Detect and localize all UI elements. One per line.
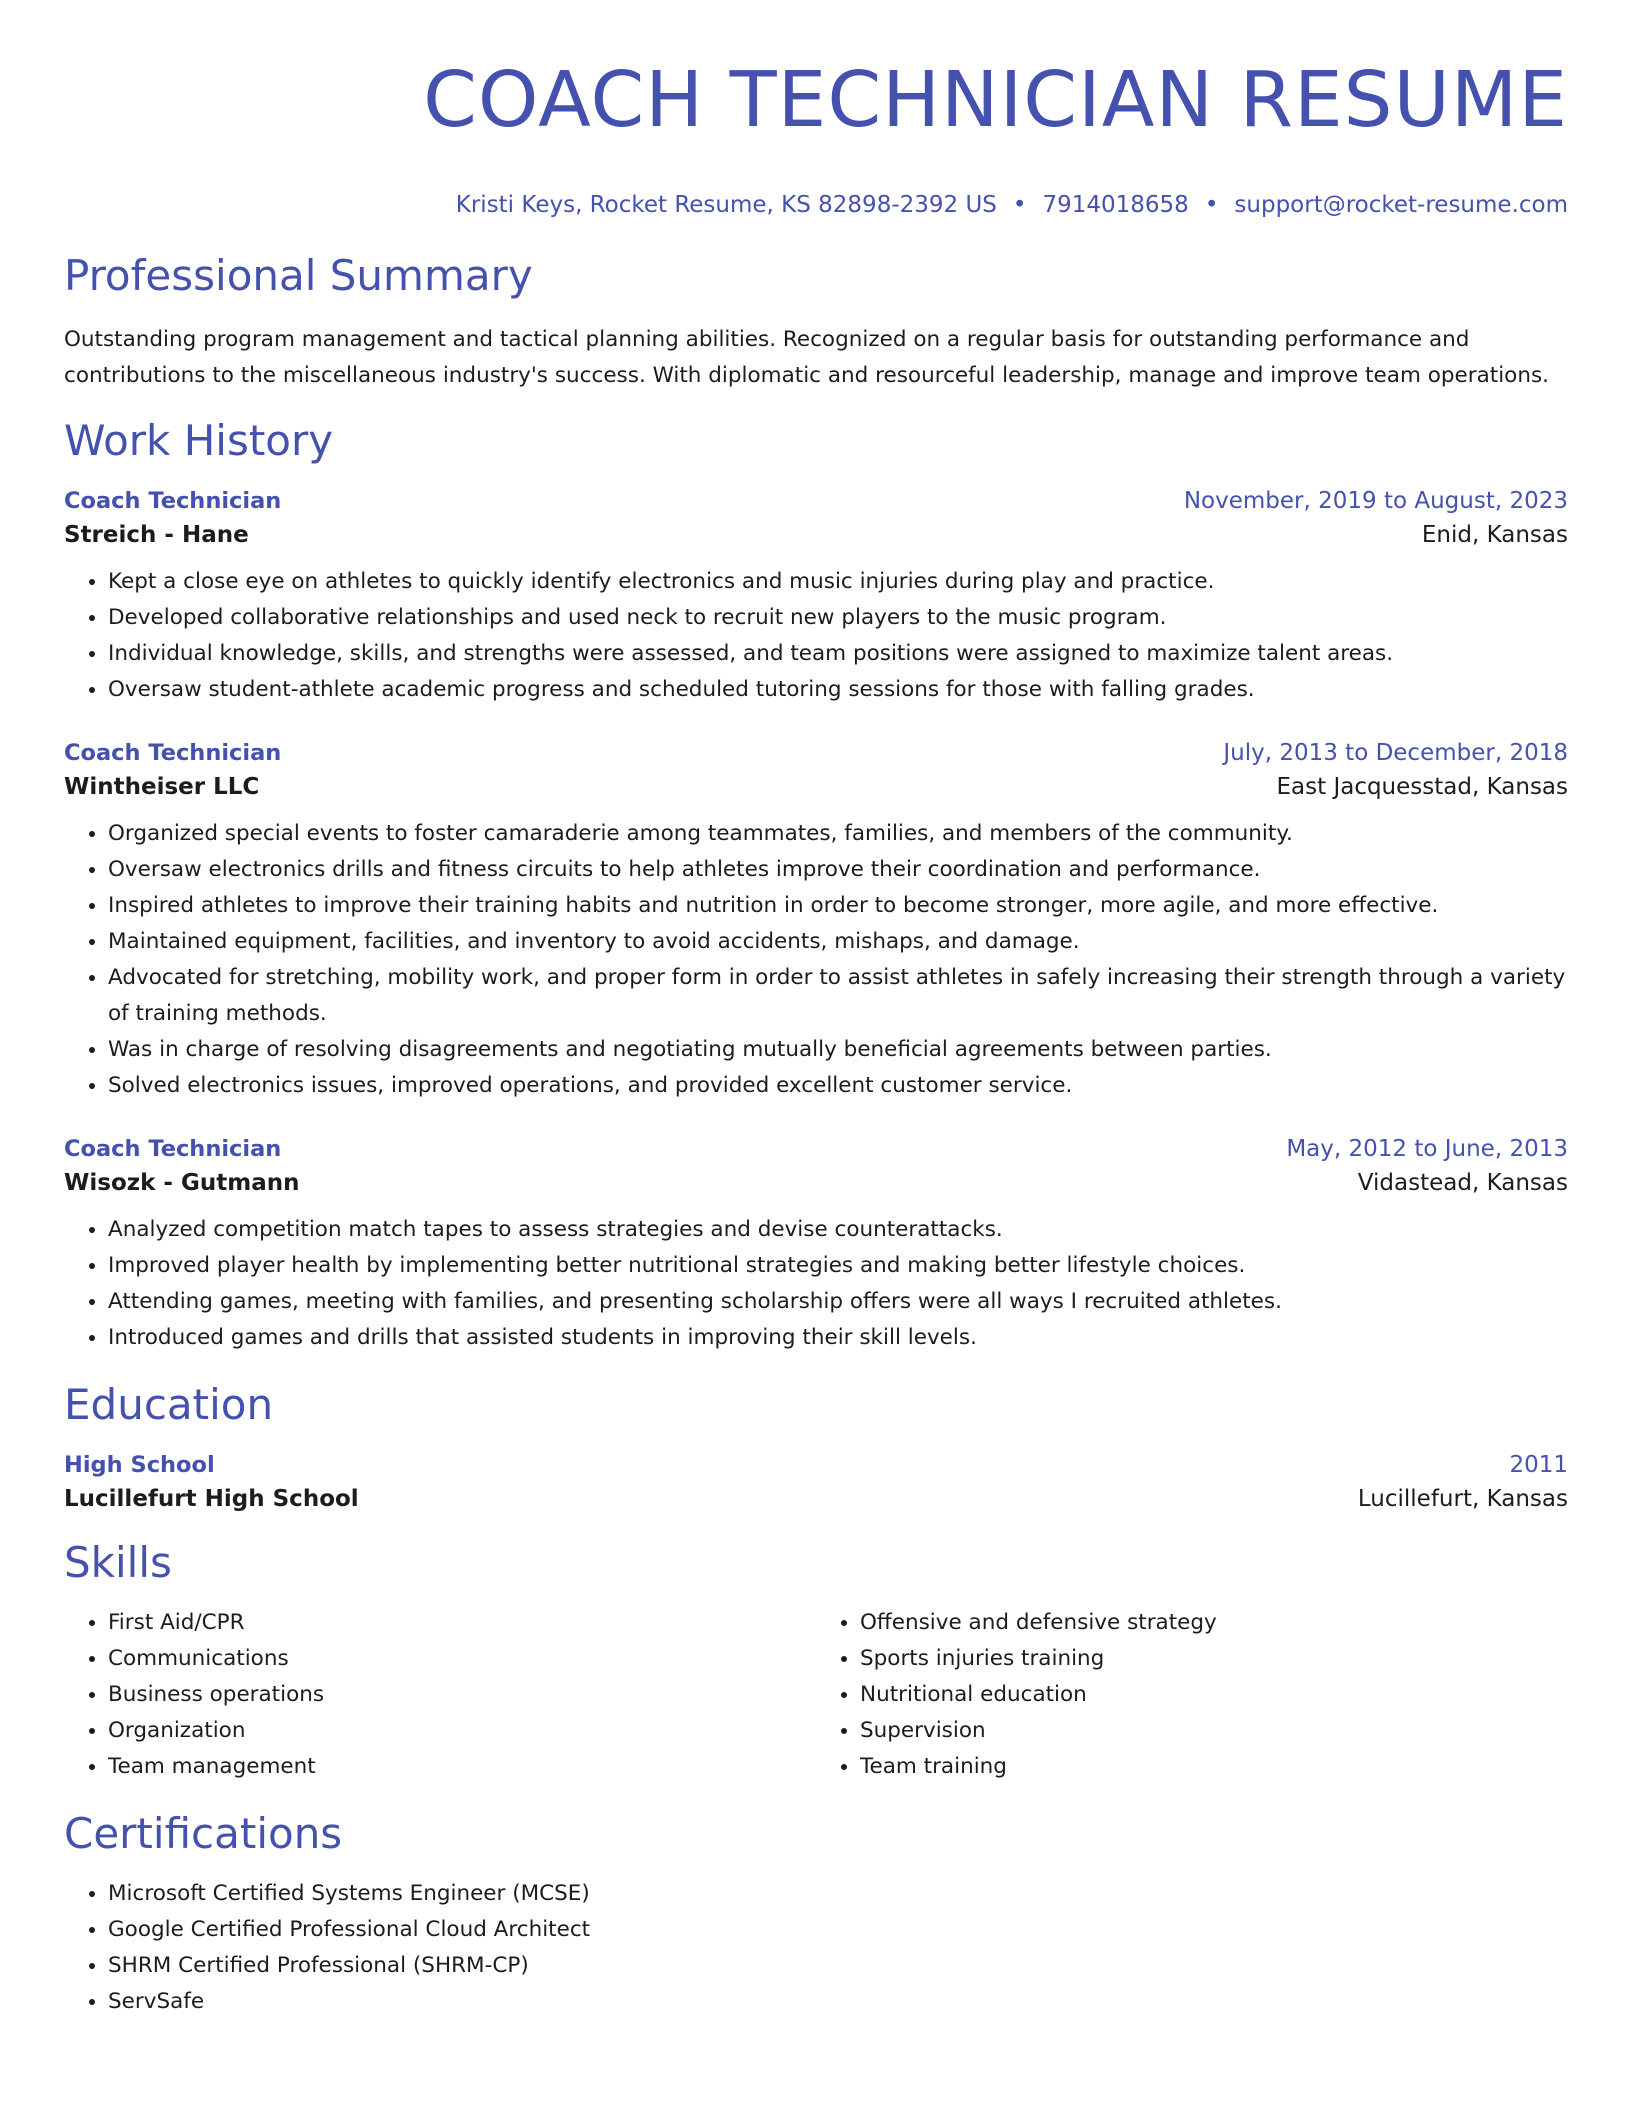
certification-item: • Microsoft Certified Systems Engineer (MCSE) bbox=[108, 1876, 1568, 1912]
contact-line bbox=[64, 190, 1568, 220]
job-dates: May, 2012 to June, 2013 bbox=[1286, 1136, 1568, 1162]
list-item: • Introduced games and drills that assisted students in improving their skill levels. bbox=[108, 1320, 1568, 1356]
work-history-heading: Work History bbox=[64, 416, 334, 465]
job-title: Coach Technician bbox=[64, 1136, 282, 1162]
education-entry bbox=[64, 1452, 1568, 1512]
certification-item: • Google Certified Professional Cloud Architect bbox=[108, 1912, 1568, 1948]
skills-list-right bbox=[816, 1605, 1568, 1785]
certifications-list bbox=[64, 1876, 1568, 2020]
skill-item: • Sports injuries training bbox=[860, 1641, 1568, 1677]
job-header-row bbox=[64, 488, 1568, 514]
job-company-row bbox=[64, 1170, 1568, 1196]
job-header-row bbox=[64, 1136, 1568, 1162]
list-item: • Was in charge of resolving disagreements and negotiating mutually beneficial agreements between parties. bbox=[108, 1032, 1568, 1068]
job-company: Wintheiser LLC bbox=[64, 774, 260, 800]
certifications-heading: Certifications bbox=[64, 1809, 343, 1858]
job-company: Wisozk - Gutmann bbox=[64, 1170, 300, 1196]
job-bullets bbox=[64, 564, 1568, 708]
list-item: • Oversaw electronics drills and fitness circuits to help athletes improve their coordination and performance. bbox=[108, 852, 1568, 888]
job-dates: November, 2019 to August, 2023 bbox=[1183, 488, 1568, 514]
list-item: • Individual knowledge, skills, and strengths were assessed, and team positions were assigned to maximize talent areas. bbox=[108, 636, 1568, 672]
certification-item: • ServSafe bbox=[108, 1984, 1568, 2020]
education-school-row bbox=[64, 1486, 1568, 1512]
list-item: • Developed collaborative relationships and used neck to recruit new players to the music program. bbox=[108, 600, 1568, 636]
skill-item: • Team management bbox=[108, 1749, 816, 1785]
skill-item: • Communications bbox=[108, 1641, 816, 1677]
job-company: Streich - Hane bbox=[64, 522, 249, 548]
list-item: • Advocated for stretching, mobility work, and proper form in order to assist athletes in safely increasing their strength through a variety of training methods. bbox=[108, 960, 1568, 1032]
summary-heading: Professional Summary bbox=[64, 251, 533, 300]
list-item: • Maintained equipment, facilities, and inventory to avoid accidents, mishaps, and damage. bbox=[108, 924, 1568, 960]
job-title: Coach Technician bbox=[64, 488, 282, 514]
skill-item: • Business operations bbox=[108, 1677, 816, 1713]
skill-item: • Supervision bbox=[860, 1713, 1568, 1749]
skills-heading: Skills bbox=[64, 1538, 172, 1587]
job-entry bbox=[64, 488, 1568, 708]
job-header-row bbox=[64, 740, 1568, 766]
job-bullets bbox=[64, 816, 1568, 1104]
job-bullets bbox=[64, 1212, 1568, 1356]
job-location: Vidastead, Kansas bbox=[1357, 1170, 1568, 1196]
contact-phone: 7914018658 bbox=[1042, 192, 1189, 218]
education-heading: Education bbox=[64, 1380, 274, 1429]
skill-item: • Team training bbox=[860, 1749, 1568, 1785]
list-item: • Analyzed competition match tapes to assess strategies and devise counterattacks. bbox=[108, 1212, 1568, 1248]
contact-email: support@rocket-resume.com bbox=[1234, 192, 1568, 218]
education-location: Lucillefurt, Kansas bbox=[1357, 1486, 1568, 1512]
certification-item: • SHRM Certified Professional (SHRM-CP) bbox=[108, 1948, 1568, 1984]
list-item: • Kept a close eye on athletes to quickly identify electronics and music injuries during play and practice. bbox=[108, 564, 1568, 600]
skill-item: • Offensive and defensive strategy bbox=[860, 1605, 1568, 1641]
job-company-row bbox=[64, 522, 1568, 548]
bullet-separator: • bbox=[1204, 192, 1219, 218]
education-degree: High School bbox=[64, 1452, 215, 1478]
contact-address: Kristi Keys, Rocket Resume, KS 82898-2392 US bbox=[455, 192, 997, 218]
education-header-row bbox=[64, 1452, 1568, 1478]
job-title: Coach Technician bbox=[64, 740, 282, 766]
education-school: Lucillefurt High School bbox=[64, 1486, 359, 1512]
list-item: • Improved player health by implementing better nutritional strategies and making better lifestyle choices. bbox=[108, 1248, 1568, 1284]
list-item: • Solved electronics issues, improved operations, and provided excellent customer service. bbox=[108, 1068, 1568, 1104]
skills-list-left bbox=[64, 1605, 816, 1785]
job-company-row bbox=[64, 774, 1568, 800]
summary-text: Outstanding program management and tactical planning abilities. Recognized on a regular basis for outstanding performance and contributions to the miscellaneous industry's success. With diplomatic and resourceful leadership, manage and improve team operations. bbox=[64, 327, 1549, 388]
job-entry bbox=[64, 740, 1568, 1104]
list-item: • Attending games, meeting with families, and presenting scholarship offers were all ways I recruited athletes. bbox=[108, 1284, 1568, 1320]
job-location: East Jacquesstad, Kansas bbox=[1276, 774, 1568, 800]
skill-item: • Organization bbox=[108, 1713, 816, 1749]
list-item: • Organized special events to foster camaraderie among teammates, families, and members of the community. bbox=[108, 816, 1568, 852]
list-item: • Inspired athletes to improve their training habits and nutrition in order to become stronger, more agile, and more effective. bbox=[108, 888, 1568, 924]
skill-item: • First Aid/CPR bbox=[108, 1605, 816, 1641]
job-dates: July, 2013 to December, 2018 bbox=[1223, 740, 1568, 766]
skills-columns bbox=[64, 1605, 1568, 1785]
list-item: • Oversaw student-athlete academic progress and scheduled tutoring sessions for those with falling grades. bbox=[108, 672, 1568, 708]
bullet-separator: • bbox=[1012, 192, 1027, 218]
job-entry bbox=[64, 1136, 1568, 1356]
education-year: 2011 bbox=[1509, 1452, 1568, 1478]
job-location: Enid, Kansas bbox=[1421, 522, 1568, 548]
skill-item: • Nutritional education bbox=[860, 1677, 1568, 1713]
resume-title: COACH TECHNICIAN RESUME bbox=[423, 56, 1568, 145]
